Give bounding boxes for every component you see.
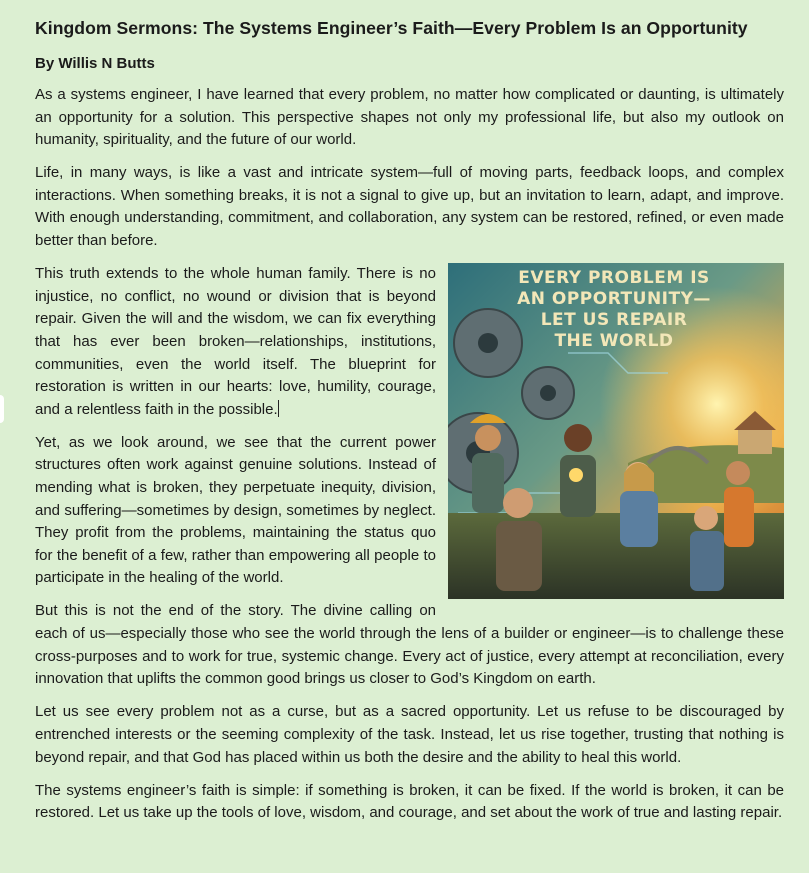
text-cursor bbox=[278, 400, 279, 417]
document-page bbox=[35, 14, 784, 835]
paragraph-6: Let us see every problem not as a curse, but as a sacred opportunity. Let us refuse to be discouraged by entrenched interests or the seeming complexity of the task. Instead, let us rise together, trusting that nothing is beyond repair, and that God has placed within us both the desire and the ability to heal this world. bbox=[35, 703, 784, 766]
paragraph-1: As a systems engineer, I have learned that every problem, no matter how complicated or daunting, is ultimately an opportunity for a solution. This perspective shapes not only my professional life, but also my outlook on humanity, spirituality, and the future of our world. bbox=[35, 86, 784, 149]
illustration-image bbox=[448, 263, 784, 599]
article-title: Kingdom Sermons: The Systems Engineer’s Faith—Every Problem Is an Opportunity bbox=[35, 18, 748, 38]
headline-line-1: EVERY PROBLEM IS bbox=[518, 268, 710, 289]
paragraph-5: But this is not the end of the story. The divine calling on each of us—especially those who see the world through the lens of a builder or engineer—is to challenge these cross-purposes and to work for true, systemic change. Every act of justice, every attempt at reconciliation, every innovation that uplifts the common good brings us closer to God’s Kingdom on earth. bbox=[35, 602, 784, 688]
paragraph-7: The systems engineer’s faith is simple: if something is broken, it can be fixed. If the world is broken, it can be restored. Let us take up the tools of love, wisdom, and courage, and set about the work of true and lasting repair. bbox=[35, 781, 784, 822]
headline-line-4: THE WORLD bbox=[554, 331, 674, 352]
paragraph-3-text: This truth extends to the whole human family. There is no injustice, no conflict, no wound or division that is beyond repair. Given the will and the wisdom, we can fix everything that has ever been broken—relationships, institutions, communities, even the world itself. The blueprint for restoration is written in our hearts: love, humility, courage, and a relentless faith in the possible. bbox=[35, 265, 436, 418]
article-byline: By Willis N Butts bbox=[35, 55, 155, 72]
headline-line-2: AN OPPORTUNITY— bbox=[517, 289, 711, 310]
paragraph-4: Yet, as we look around, we see that the current power structures often work against genuine solutions. Instead of mending what is broken, they perpetuate inequity, division, and suffering—sometimes by design, sometimes by neglect. They profit from the problems, maintaining the status quo for the benefit of a few, rather than empowering all people to participate in the healing of the world. bbox=[35, 433, 436, 587]
illustration-art bbox=[448, 263, 784, 599]
side-panel-handle[interactable] bbox=[0, 395, 4, 423]
paragraph-2: Life, in many ways, is like a vast and intricate system—full of moving parts, feedback loops, and complex interactions. When something breaks, it is not a signal to give up, but an invitation to learn, adapt, and improve. With enough understanding, commitment, and collaboration, any system can be restored, refined, or even made better than before. bbox=[35, 164, 784, 250]
headline-line-3: LET US REPAIR bbox=[540, 310, 688, 331]
